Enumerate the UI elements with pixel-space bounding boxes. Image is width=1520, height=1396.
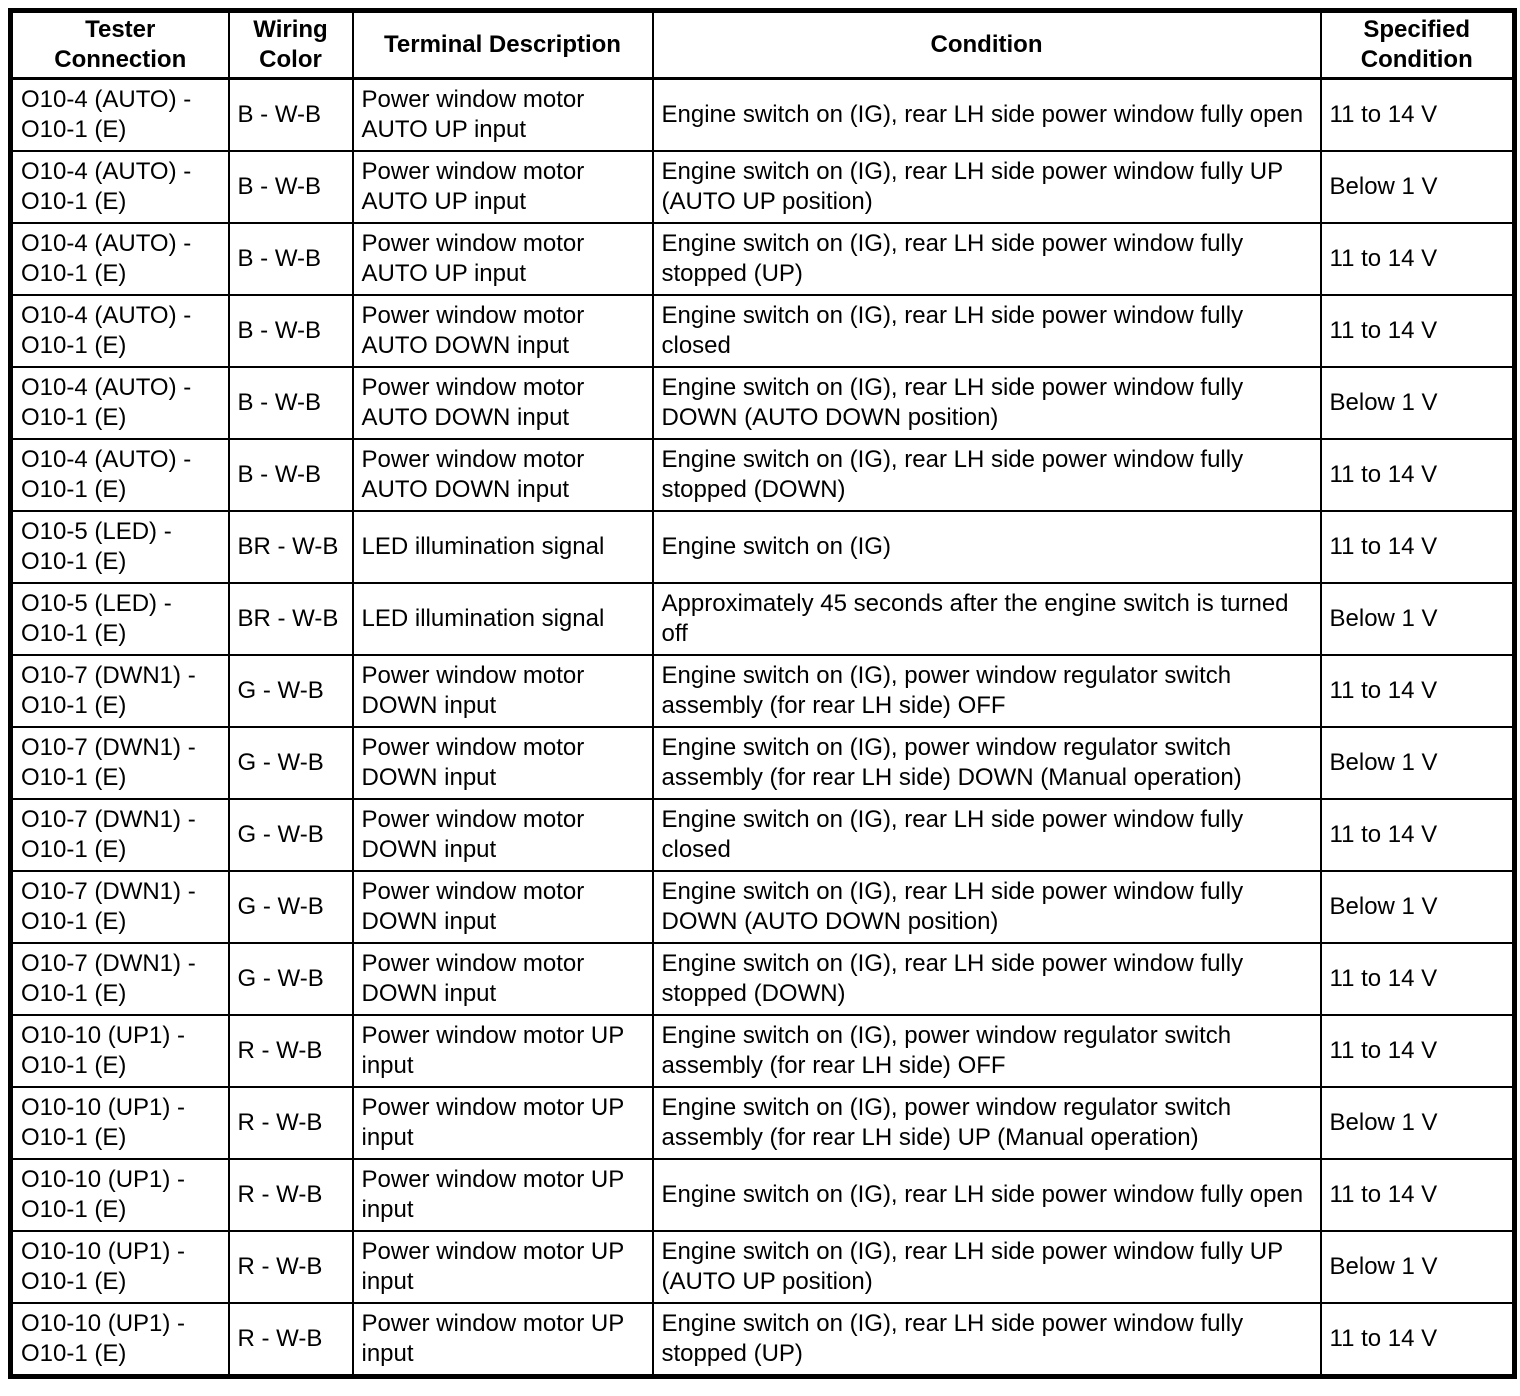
terminal-description-cell: Power window motor DOWN input	[353, 799, 653, 871]
condition-cell: Engine switch on (IG), rear LH side power window fully UP (AUTO UP position)	[653, 1231, 1321, 1303]
table-row	[11, 871, 1515, 943]
table-row	[11, 79, 1515, 152]
specified-condition-cell: Below 1 V	[1321, 727, 1515, 799]
specified-condition-cell: 11 to 14 V	[1321, 223, 1515, 295]
specified-condition-cell: 11 to 14 V	[1321, 655, 1515, 727]
terminal-description-cell: Power window motor AUTO UP input	[353, 79, 653, 152]
tester-connection-cell: O10-7 (DWN1) - O10-1 (E)	[11, 943, 229, 1015]
column-header-tester-connection: Tester Connection	[11, 11, 229, 79]
wiring-color-cell: BR - W-B	[229, 511, 353, 583]
specified-condition-cell: Below 1 V	[1321, 367, 1515, 439]
terminal-description-cell: Power window motor AUTO UP input	[353, 151, 653, 223]
condition-cell: Engine switch on (IG), rear LH side power window fully DOWN (AUTO DOWN position)	[653, 367, 1321, 439]
wiring-color-cell: B - W-B	[229, 79, 353, 152]
wiring-color-cell: R - W-B	[229, 1231, 353, 1303]
header-row	[11, 11, 1515, 79]
table-row	[11, 943, 1515, 1015]
table-row	[11, 511, 1515, 583]
terminal-description-cell: Power window motor UP input	[353, 1303, 653, 1377]
condition-cell: Engine switch on (IG), rear LH side power window fully stopped (DOWN)	[653, 943, 1321, 1015]
terminal-description-cell: Power window motor UP input	[353, 1231, 653, 1303]
wiring-color-cell: G - W-B	[229, 943, 353, 1015]
terminal-description-cell: Power window motor AUTO DOWN input	[353, 367, 653, 439]
tester-connection-cell: O10-10 (UP1) - O10-1 (E)	[11, 1015, 229, 1087]
table-row	[11, 1087, 1515, 1159]
tester-connection-cell: O10-4 (AUTO) - O10-1 (E)	[11, 223, 229, 295]
condition-cell: Engine switch on (IG), rear LH side power window fully open	[653, 79, 1321, 152]
column-header-specified-condition: Specified Condition	[1321, 11, 1515, 79]
tester-connection-cell: O10-7 (DWN1) - O10-1 (E)	[11, 871, 229, 943]
wiring-color-cell: G - W-B	[229, 799, 353, 871]
specified-condition-cell: 11 to 14 V	[1321, 1303, 1515, 1377]
specified-condition-cell: 11 to 14 V	[1321, 295, 1515, 367]
tester-connection-cell: O10-4 (AUTO) - O10-1 (E)	[11, 367, 229, 439]
condition-cell: Engine switch on (IG), rear LH side power window fully DOWN (AUTO DOWN position)	[653, 871, 1321, 943]
wiring-color-cell: R - W-B	[229, 1015, 353, 1087]
table-row	[11, 1231, 1515, 1303]
condition-cell: Engine switch on (IG), power window regulator switch assembly (for rear LH side) UP (Manual operation)	[653, 1087, 1321, 1159]
specified-condition-cell: 11 to 14 V	[1321, 943, 1515, 1015]
wiring-color-cell: R - W-B	[229, 1159, 353, 1231]
condition-cell: Engine switch on (IG), power window regulator switch assembly (for rear LH side) OFF	[653, 655, 1321, 727]
wiring-color-cell: B - W-B	[229, 151, 353, 223]
table-row	[11, 439, 1515, 511]
tester-connection-cell: O10-7 (DWN1) - O10-1 (E)	[11, 655, 229, 727]
terminal-description-cell: Power window motor AUTO DOWN input	[353, 439, 653, 511]
specified-condition-cell: 11 to 14 V	[1321, 511, 1515, 583]
terminal-description-cell: Power window motor DOWN input	[353, 655, 653, 727]
tester-connection-cell: O10-5 (LED) - O10-1 (E)	[11, 511, 229, 583]
table-header	[11, 11, 1515, 79]
wiring-color-cell: B - W-B	[229, 223, 353, 295]
table-row	[11, 1015, 1515, 1087]
wiring-color-cell: G - W-B	[229, 871, 353, 943]
wiring-color-cell: B - W-B	[229, 367, 353, 439]
tester-connection-cell: O10-7 (DWN1) - O10-1 (E)	[11, 727, 229, 799]
table-row	[11, 1159, 1515, 1231]
tester-connection-cell: O10-4 (AUTO) - O10-1 (E)	[11, 439, 229, 511]
wiring-color-cell: G - W-B	[229, 655, 353, 727]
specified-condition-cell: 11 to 14 V	[1321, 1159, 1515, 1231]
specified-condition-cell: 11 to 14 V	[1321, 1015, 1515, 1087]
wiring-color-cell: G - W-B	[229, 727, 353, 799]
wiring-color-cell: B - W-B	[229, 439, 353, 511]
table-row	[11, 655, 1515, 727]
tester-connection-cell: O10-7 (DWN1) - O10-1 (E)	[11, 799, 229, 871]
condition-cell: Engine switch on (IG), rear LH side power window fully stopped (UP)	[653, 223, 1321, 295]
tester-connection-cell: O10-4 (AUTO) - O10-1 (E)	[11, 295, 229, 367]
terminal-description-cell: Power window motor DOWN input	[353, 727, 653, 799]
tester-connection-cell: O10-4 (AUTO) - O10-1 (E)	[11, 151, 229, 223]
wiring-color-cell: BR - W-B	[229, 583, 353, 655]
specified-condition-cell: Below 1 V	[1321, 151, 1515, 223]
column-header-condition: Condition	[653, 11, 1321, 79]
tester-connection-cell: O10-10 (UP1) - O10-1 (E)	[11, 1231, 229, 1303]
terminal-description-cell: LED illumination signal	[353, 583, 653, 655]
terminal-description-cell: Power window motor UP input	[353, 1015, 653, 1087]
page	[0, 8, 1520, 1396]
table-body	[11, 79, 1515, 1377]
terminal-description-cell: Power window motor DOWN input	[353, 943, 653, 1015]
tester-connection-cell: O10-4 (AUTO) - O10-1 (E)	[11, 79, 229, 152]
specified-condition-cell: Below 1 V	[1321, 1087, 1515, 1159]
terminal-description-cell: Power window motor UP input	[353, 1087, 653, 1159]
tester-connection-cell: O10-10 (UP1) - O10-1 (E)	[11, 1159, 229, 1231]
condition-cell: Engine switch on (IG), rear LH side power window fully closed	[653, 799, 1321, 871]
tester-connection-cell: O10-10 (UP1) - O10-1 (E)	[11, 1087, 229, 1159]
table-row	[11, 727, 1515, 799]
table-row	[11, 223, 1515, 295]
wiring-color-cell: R - W-B	[229, 1087, 353, 1159]
condition-cell: Engine switch on (IG)	[653, 511, 1321, 583]
specified-condition-cell: 11 to 14 V	[1321, 799, 1515, 871]
specified-condition-cell: 11 to 14 V	[1321, 439, 1515, 511]
table-row	[11, 295, 1515, 367]
condition-cell: Engine switch on (IG), rear LH side power window fully closed	[653, 295, 1321, 367]
condition-cell: Engine switch on (IG), power window regulator switch assembly (for rear LH side) DOWN (Manual operation)	[653, 727, 1321, 799]
terminal-description-cell: Power window motor UP input	[353, 1159, 653, 1231]
table-row	[11, 367, 1515, 439]
terminal-description-cell: Power window motor DOWN input	[353, 871, 653, 943]
table-row	[11, 799, 1515, 871]
terminal-description-cell: Power window motor AUTO UP input	[353, 223, 653, 295]
terminal-description-cell: LED illumination signal	[353, 511, 653, 583]
table-row	[11, 1303, 1515, 1377]
condition-cell: Engine switch on (IG), rear LH side power window fully stopped (UP)	[653, 1303, 1321, 1377]
terminal-description-cell: Power window motor AUTO DOWN input	[353, 295, 653, 367]
specified-condition-cell: Below 1 V	[1321, 871, 1515, 943]
condition-cell: Engine switch on (IG), rear LH side power window fully stopped (DOWN)	[653, 439, 1321, 511]
specification-table	[8, 8, 1517, 1379]
specified-condition-cell: Below 1 V	[1321, 1231, 1515, 1303]
tester-connection-cell: O10-10 (UP1) - O10-1 (E)	[11, 1303, 229, 1377]
condition-cell: Engine switch on (IG), power window regulator switch assembly (for rear LH side) OFF	[653, 1015, 1321, 1087]
condition-cell: Approximately 45 seconds after the engine switch is turned off	[653, 583, 1321, 655]
tester-connection-cell: O10-5 (LED) - O10-1 (E)	[11, 583, 229, 655]
specified-condition-cell: Below 1 V	[1321, 583, 1515, 655]
column-header-wiring-color: Wiring Color	[229, 11, 353, 79]
wiring-color-cell: B - W-B	[229, 295, 353, 367]
table-row	[11, 151, 1515, 223]
specified-condition-cell: 11 to 14 V	[1321, 79, 1515, 152]
condition-cell: Engine switch on (IG), rear LH side power window fully UP (AUTO UP position)	[653, 151, 1321, 223]
column-header-terminal-description: Terminal Description	[353, 11, 653, 79]
condition-cell: Engine switch on (IG), rear LH side power window fully open	[653, 1159, 1321, 1231]
table-row	[11, 583, 1515, 655]
wiring-color-cell: R - W-B	[229, 1303, 353, 1377]
